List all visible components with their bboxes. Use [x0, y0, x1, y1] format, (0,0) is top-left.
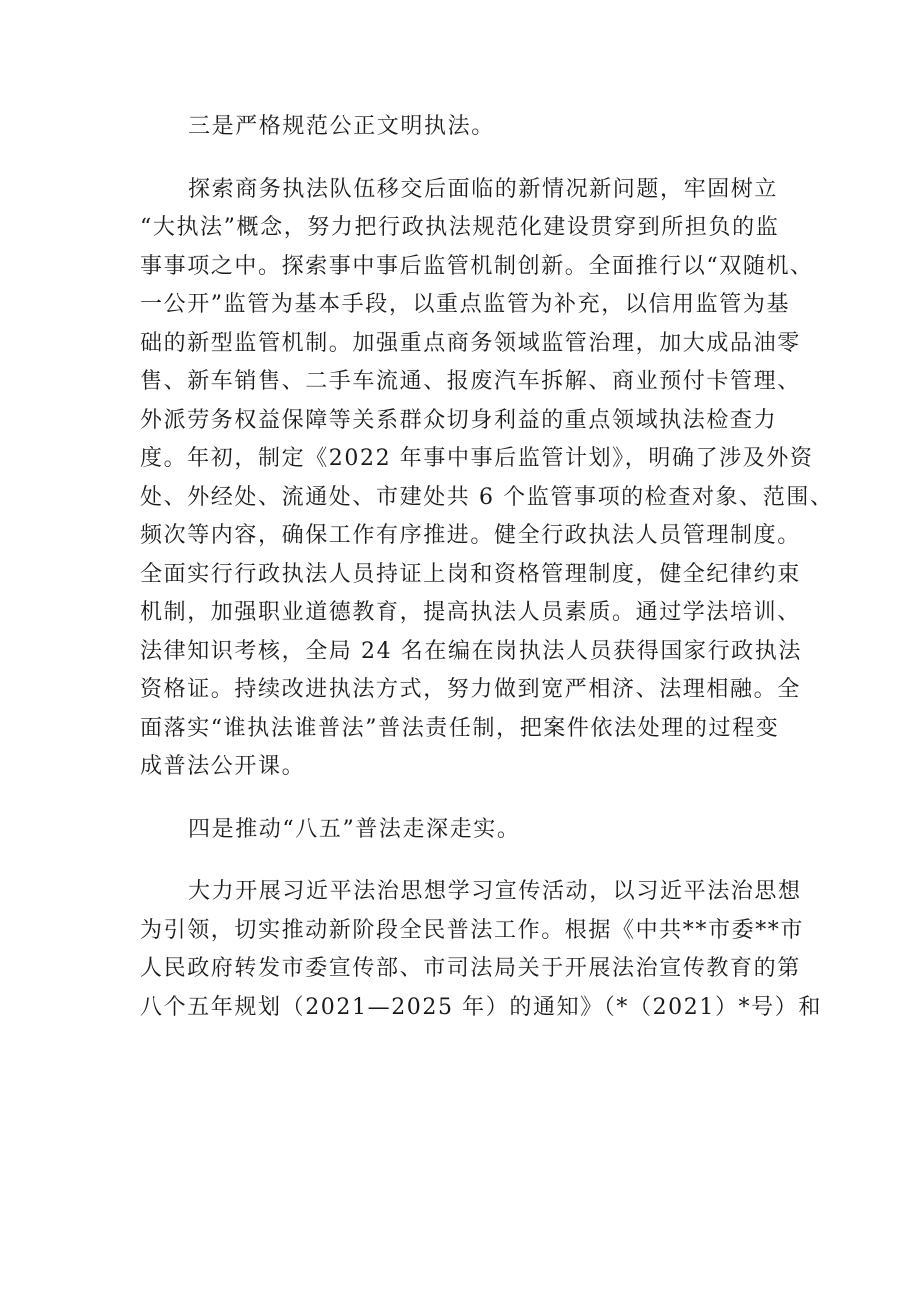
text-line: 法律知识考核，全局 24 名在编在岗执法人员获得国家行政执法	[140, 638, 802, 664]
text-line: 础的新型监管机制。加强重点商务领域监管治理，加大成品油零	[140, 330, 801, 356]
document-body	[140, 108, 834, 1027]
text-line: 机制，加强职业道德教育，提高执法人员素质。通过学法培训、	[140, 600, 801, 625]
text-line: 外派劳务权益保障等关系群众切身利益的重点领域执法检查力	[140, 407, 778, 433]
text-line: 探索商务执法队伍移交后面临的新情况新问题，牢固树立	[188, 176, 779, 202]
text-line: 度。年初，制定《2022 年事中事后监管计划》，明确了涉及外资	[140, 446, 814, 471]
paragraph-gap	[140, 849, 800, 873]
section-3-paragraph	[140, 171, 834, 787]
paragraph-gap	[140, 787, 800, 811]
text-line: 事事项之中。探索事中事后监管机制创新。全面推行以“双随机、	[140, 253, 814, 279]
text-line: 频次等内容，确保工作有序推进。健全行政执法人员管理制度。	[140, 523, 801, 548]
text-line: 全面实行行政执法人员持证上岗和资格管理制度，健全纪律约束	[140, 561, 801, 587]
section-4-paragraph	[140, 873, 822, 1027]
text-line: 人民政府转发市委宣传部、市司法局关于开展法治宣传教育的第	[140, 956, 801, 981]
text-line: 八个五年规划（2021—2025 年）的通知》（*（2021）*号）和	[140, 994, 822, 1020]
section-3-heading: 三是严格规范公正文明执法。	[188, 114, 495, 139]
text-line: 面落实“谁执法谁普法”普法责任制，把案件依法处理的过程变	[140, 715, 780, 741]
text-line: 资格证。持续改进执法方式，努力做到宽严相济、法理相融。全	[140, 677, 801, 702]
text-line: 为引领，切实推动新阶段全民普法工作。根据《中共**市委**市	[140, 917, 805, 943]
text-line: 售、新车销售、二手车流通、报废汽车拆解、商业预付卡管理、	[140, 369, 801, 394]
text-line: “大执法”概念，努力把行政执法规范化建设贯穿到所担负的监	[140, 215, 780, 240]
text-line: 处、外经处、流通处、市建处共 6 个监管事项的检查对象、范围、	[140, 484, 834, 510]
text-line: 成普法公开课。	[140, 754, 306, 779]
text-line: 大力开展习近平法治思想学习宣传活动，以习近平法治思想	[188, 879, 802, 904]
section-4-heading: 四是推动“八五”普法走深走实。	[188, 816, 521, 842]
paragraph-gap	[140, 147, 800, 171]
text-line: 一公开”监管为基本手段，以重点监管为补充，以信用监管为基	[140, 292, 791, 317]
